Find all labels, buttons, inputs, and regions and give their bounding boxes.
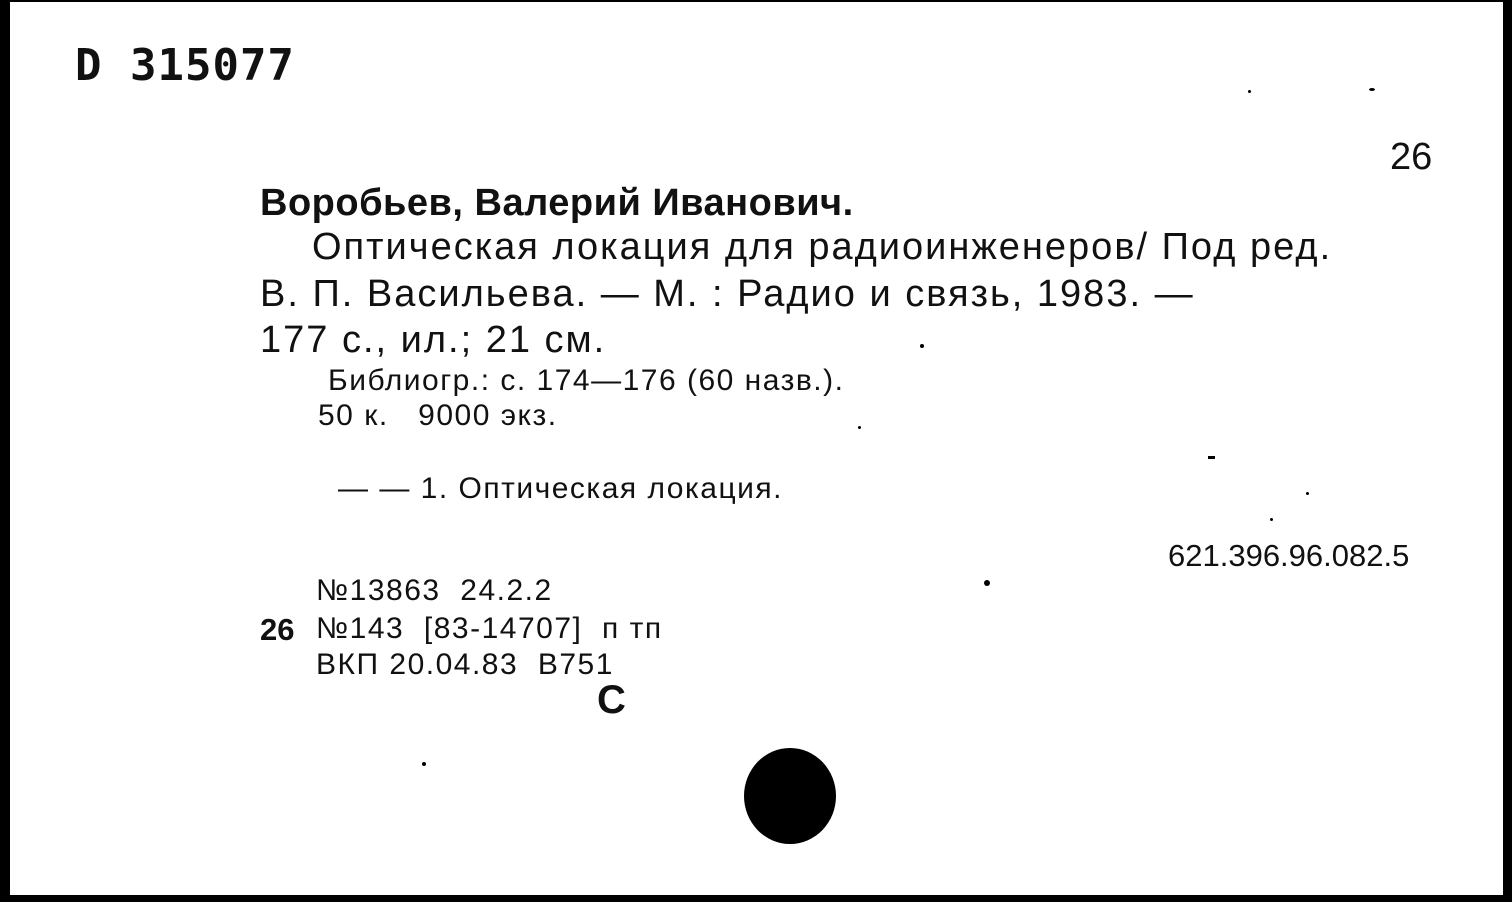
title-line-1: Оптическая локация для радиоинженеров/ Под ред. <box>312 226 1333 268</box>
title-line-2: В. П. Васильева. — М. : Радио и связь, 1983. — <box>260 273 1195 315</box>
speck <box>1306 492 1309 495</box>
call-number: D 315077 <box>75 40 295 91</box>
speck <box>1270 518 1273 521</box>
udc-classification: 621.396.96.082.5 <box>1168 538 1410 573</box>
registry-line-1: №13863 24.2.2 <box>316 574 553 607</box>
punch-hole <box>744 748 836 844</box>
registry-line-3: ВКП 20.04.83 В751 <box>316 648 614 681</box>
registry-prefix: 26 <box>260 612 295 647</box>
speck <box>1248 90 1251 93</box>
speck <box>984 580 990 586</box>
registry-symbol: С <box>597 678 626 722</box>
subject-tracing: — — 1. Оптическая локация. <box>338 472 783 505</box>
price-print-run: 50 к. 9000 экз. <box>318 399 558 432</box>
speck <box>422 762 426 766</box>
card-number: 26 <box>1390 136 1433 178</box>
speck <box>1369 88 1375 91</box>
speck <box>1208 456 1215 459</box>
speck <box>858 426 861 429</box>
catalog-card <box>10 2 1503 895</box>
bibliography-note: Библиогр.: с. 174—176 (60 назв.). <box>328 364 845 397</box>
registry-line-2: №143 [83-14707] п тп <box>316 612 663 645</box>
author-heading: Воробьев, Валерий Иванович. <box>260 182 854 224</box>
speck <box>920 344 924 348</box>
title-line-3: 177 с., ил.; 21 см. <box>260 319 607 361</box>
